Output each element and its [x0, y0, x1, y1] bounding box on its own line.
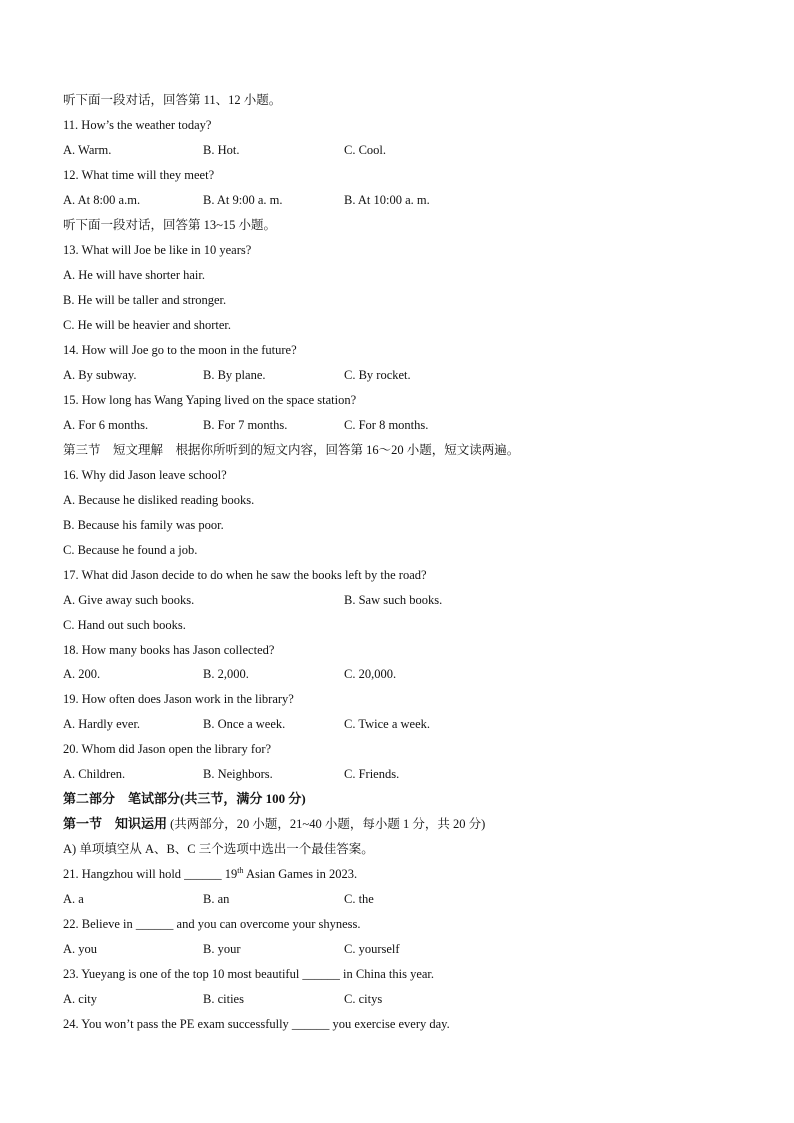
q19-option-b: B. Once a week.	[203, 717, 286, 731]
q19-option-c: C. Twice a week.	[344, 717, 431, 731]
question-18: 18. How many books has Jason collected?	[63, 643, 275, 657]
q11-option-c: C. Cool.	[344, 143, 387, 157]
question-19: 19. How often does Jason work in the library?	[63, 692, 294, 706]
q14-option-c: C. By rocket.	[344, 368, 411, 382]
q13-option-b: B. He will be taller and stronger.	[63, 293, 227, 307]
q11-option-a: A. Warm.	[63, 143, 112, 157]
q20-option-b: B. Neighbors.	[203, 767, 273, 781]
q20-option-c: C. Friends.	[344, 767, 400, 781]
question-20: 20. Whom did Jason open the library for?	[63, 742, 272, 756]
q22-option-a: A. you	[63, 942, 98, 956]
question-16: 16. Why did Jason leave school?	[63, 468, 227, 482]
q14-option-b: B. By plane.	[203, 368, 266, 382]
q23-option-c: C. citys	[344, 992, 383, 1006]
section-one-note: (共两部分，20 小题，21~40 小题，每小题 1 分，共 20 分)	[167, 817, 486, 831]
q13-option-c: C. He will be heavier and shorter.	[63, 318, 232, 332]
q16-option-c: C. Because he found a job.	[63, 543, 198, 557]
q15-option-a: A. For 6 months.	[63, 418, 149, 432]
question-23: 23. Yueyang is one of the top 10 most beautiful ______ in China this year.	[63, 967, 435, 981]
q21-superscript: th	[237, 865, 244, 875]
q16-option-a: A. Because he disliked reading books.	[63, 493, 255, 507]
q14-option-a: A. By subway.	[63, 368, 137, 382]
q16-option-b: B. Because his family was poor.	[63, 518, 224, 532]
section-one-heading	[63, 816, 485, 832]
question-11: 11. How’s the weather today?	[63, 118, 212, 132]
section-one-title: 第一节 知识运用	[63, 816, 168, 831]
question-13: 13. What will Joe be like in 10 years?	[63, 243, 252, 257]
q17-option-b: B. Saw such books.	[344, 593, 443, 607]
q21-option-a: A. a	[63, 892, 84, 906]
section-heading-11-12: 听下面一段对话，回答第 11、12 小题。	[63, 93, 282, 107]
q12-option-b: B. At 9:00 a. m.	[203, 193, 283, 207]
q18-option-b: B. 2,000.	[203, 667, 249, 681]
q21-option-b: B. an	[203, 892, 230, 906]
question-17: 17. What did Jason decide to do when he saw the books left by the road?	[63, 568, 427, 582]
question-12: 12. What time will they meet?	[63, 168, 215, 182]
q23-option-b: B. cities	[203, 992, 244, 1006]
q19-option-a: A. Hardly ever.	[63, 717, 141, 731]
question-14: 14. How will Joe go to the moon in the future?	[63, 343, 297, 357]
question-15: 15. How long has Wang Yaping lived on the space station?	[63, 393, 357, 407]
q21-text-end: Asian Games in 2023.	[243, 867, 358, 881]
q12-option-c: B. At 10:00 a. m.	[344, 193, 430, 207]
q17-option-c: C. Hand out such books.	[63, 618, 186, 632]
question-24: 24. You won’t pass the PE exam successfully ______ you exercise every day.	[63, 1017, 450, 1031]
q15-option-b: B. For 7 months.	[203, 418, 288, 432]
q15-option-c: C. For 8 months.	[344, 418, 429, 432]
section-heading-listening-passage: 第三节 短文理解 根据你所听到的短文内容，回答第 16～20 小题，短文读两遍。	[63, 443, 520, 457]
subsection-a-instruction: A) 单项填空从 A、B、C 三个选项中选出一个最佳答案。	[63, 842, 374, 856]
q17-option-a: A. Give away such books.	[63, 593, 195, 607]
q11-option-b: B. Hot.	[203, 143, 240, 157]
q21-text-start: 21. Hangzhou will hold ______ 19	[63, 867, 238, 881]
q23-option-a: A. city	[63, 992, 98, 1006]
part-two-title: 第二部分 笔试部分(共三节，满分 100 分)	[63, 791, 306, 806]
q13-option-a: A. He will have shorter hair.	[63, 268, 205, 282]
section-heading-13-15: 听下面一段对话，回答第 13~15 小题。	[63, 218, 277, 232]
q21-option-c: C. the	[344, 892, 374, 906]
q18-option-c: C. 20,000.	[344, 667, 397, 681]
q18-option-a: A. 200.	[63, 667, 101, 681]
question-21	[63, 866, 357, 882]
q22-option-b: B. your	[203, 942, 241, 956]
question-22: 22. Believe in ______ and you can overcome your shyness.	[63, 917, 361, 931]
q20-option-a: A. Children.	[63, 767, 126, 781]
q22-option-c: C. yourself	[344, 942, 400, 956]
q12-option-a: A. At 8:00 a.m.	[63, 193, 141, 207]
